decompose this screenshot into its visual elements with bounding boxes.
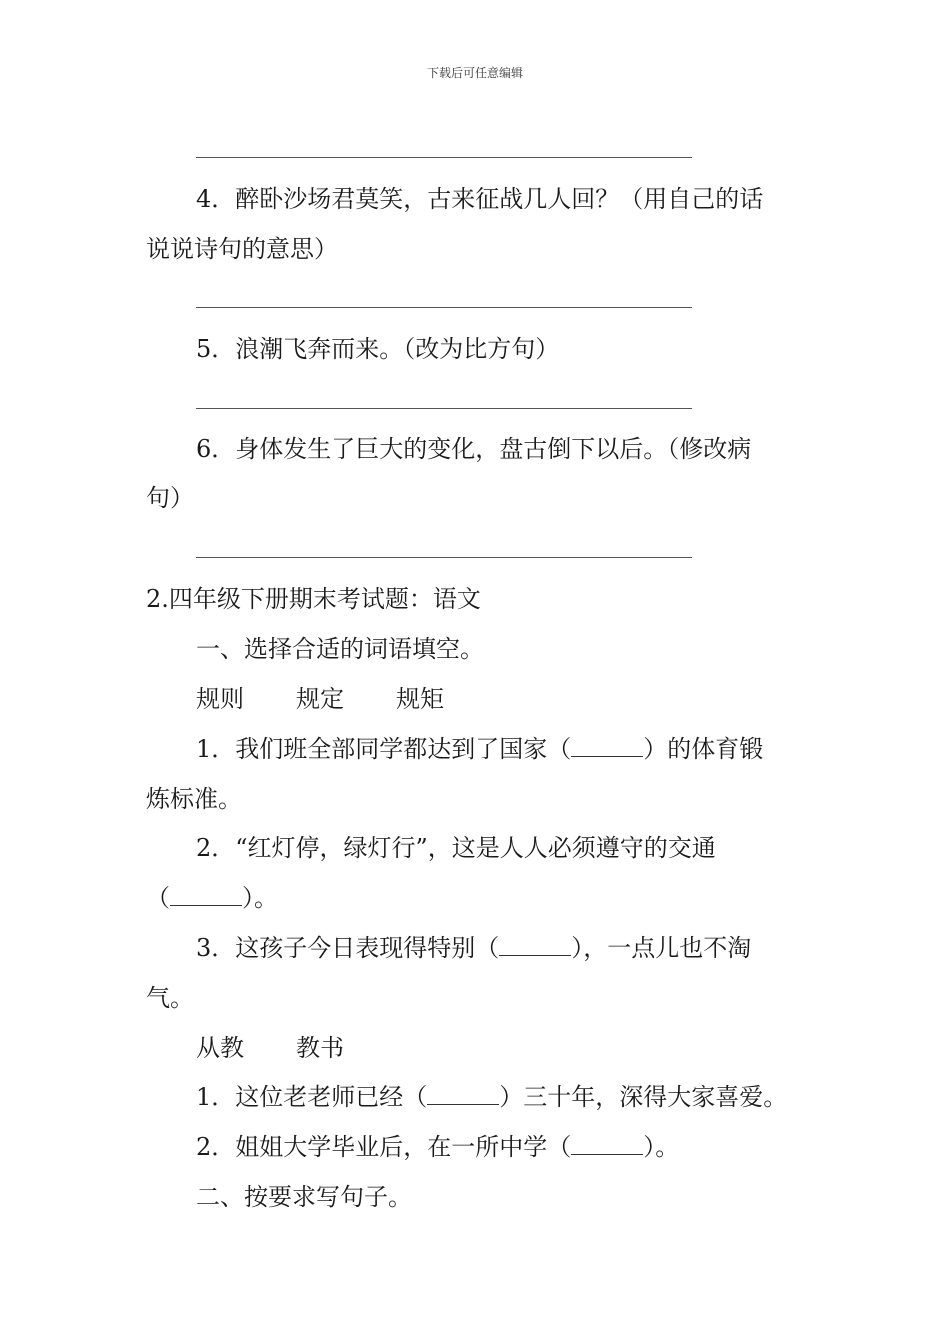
word-choice: 教书 [296,1034,344,1062]
section-2-title: 2.四年级下册期末考试题：语文 [146,585,481,613]
text-segment: （ [146,884,170,912]
fill-2-line-2 [146,883,278,913]
question-5: 5．浪潮飞奔而来。（改为比方句） [196,335,560,363]
answer-line [196,157,692,158]
text-segment: ）。 [643,1133,680,1161]
word-choices-2 [196,1033,396,1063]
text-segment: ）。 [242,884,278,912]
page-header: 下载后可任意编辑 [426,66,523,80]
fill-3-line-1 [196,933,751,963]
part-2-heading: 二、按要求写句子。 [196,1183,412,1211]
word-choices-1 [196,684,496,714]
question-4-line-2: 说说诗句的意思） [146,235,338,263]
question-4-line-1: 4．醉卧沙场君莫笑，古来征战几人回？（用自己的话 [196,185,764,213]
blank-field[interactable] [571,1136,643,1155]
fill-1-line-1 [196,734,763,764]
answer-line [196,408,692,409]
fill-3-line-2: 气。 [146,984,194,1012]
blank-field[interactable] [571,738,643,757]
text-segment: 1．这位老老师已经（ [196,1083,428,1111]
text-segment: ）三十年，深得大家喜爱。 [499,1083,788,1111]
word-choice: 从教 [196,1034,244,1062]
part-1-heading: 一、选择合适的词语填空。 [196,635,484,663]
text-segment: ）的体育锻 [643,735,764,763]
blank-field[interactable] [170,887,242,906]
word-choice: 规定 [296,685,344,713]
text-segment: ），一点儿也不淘 [571,934,752,962]
answer-line [196,307,692,308]
fill-g1 [196,1082,787,1112]
fill-2-line-1: 2．“红灯停，绿灯行”，这是人人必须遵守的交通 [196,834,716,862]
blank-field[interactable] [427,1086,499,1105]
answer-line [196,557,692,558]
question-6-line-1: 6．身体发生了巨大的变化，盘古倒下以后。（修改病 [196,435,752,463]
text-segment: 3．这孩子今日表现得特别（ [196,934,500,962]
text-segment: 2．姐姐大学毕业后，在一所中学（ [196,1133,572,1161]
question-6-line-2: 句） [146,484,194,512]
fill-1-line-2: 炼标准。 [146,785,242,813]
text-segment: 1．我们班全部同学都达到了国家（ [196,735,572,763]
word-choice: 规则 [196,685,244,713]
word-choice: 规矩 [396,685,444,713]
blank-field[interactable] [499,937,571,956]
fill-g2 [196,1132,679,1162]
